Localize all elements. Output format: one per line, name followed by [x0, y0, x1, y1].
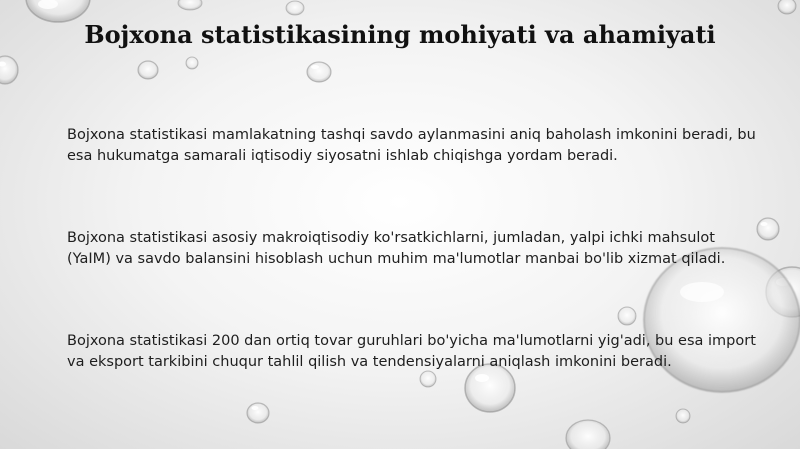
paragraph-commodity-groups: Bojxona statistikasi 200 dan ortiq tovar guruhlari bo'yicha ma'lumotlarni yig'adi, bu esa import va eksport tarkibini chuqur tahlil qilish va tendensiyalarni aniqlash imkonini beradi. [67, 333, 756, 370]
paragraph-trade-turnover: Bojxona statistikasi mamlakatning tashqi savdo aylanmasini aniq baholash imkonini beradi, bu esa hukumatga samarali iqtisodiy siyosatni ishlab chiqishga yordam beradi. [67, 127, 756, 164]
droplet [778, 0, 796, 14]
droplet [676, 409, 690, 423]
droplet [247, 403, 269, 423]
droplet [618, 307, 636, 325]
droplet [0, 56, 18, 84]
droplet [178, 0, 202, 10]
slide-title: Bojxona statistikasining mohiyati va ahamiyati [84, 20, 716, 49]
paragraph-macro-indicators: Bojxona statistikasi asosiy makroiqtisodiy ko'rsatkichlarni, jumladan, yalpi ichki mahsulot (YaIM) va savdo balansini hisoblash uchun muhim ma'lumotlar manbai bo'lib xizmat qiladi. [67, 230, 726, 267]
droplet [26, 0, 90, 22]
droplet [186, 57, 198, 69]
droplet [286, 1, 304, 15]
droplet [138, 61, 158, 79]
droplet [757, 218, 779, 240]
droplet [307, 62, 331, 82]
droplet [566, 420, 610, 449]
droplet [420, 371, 436, 387]
